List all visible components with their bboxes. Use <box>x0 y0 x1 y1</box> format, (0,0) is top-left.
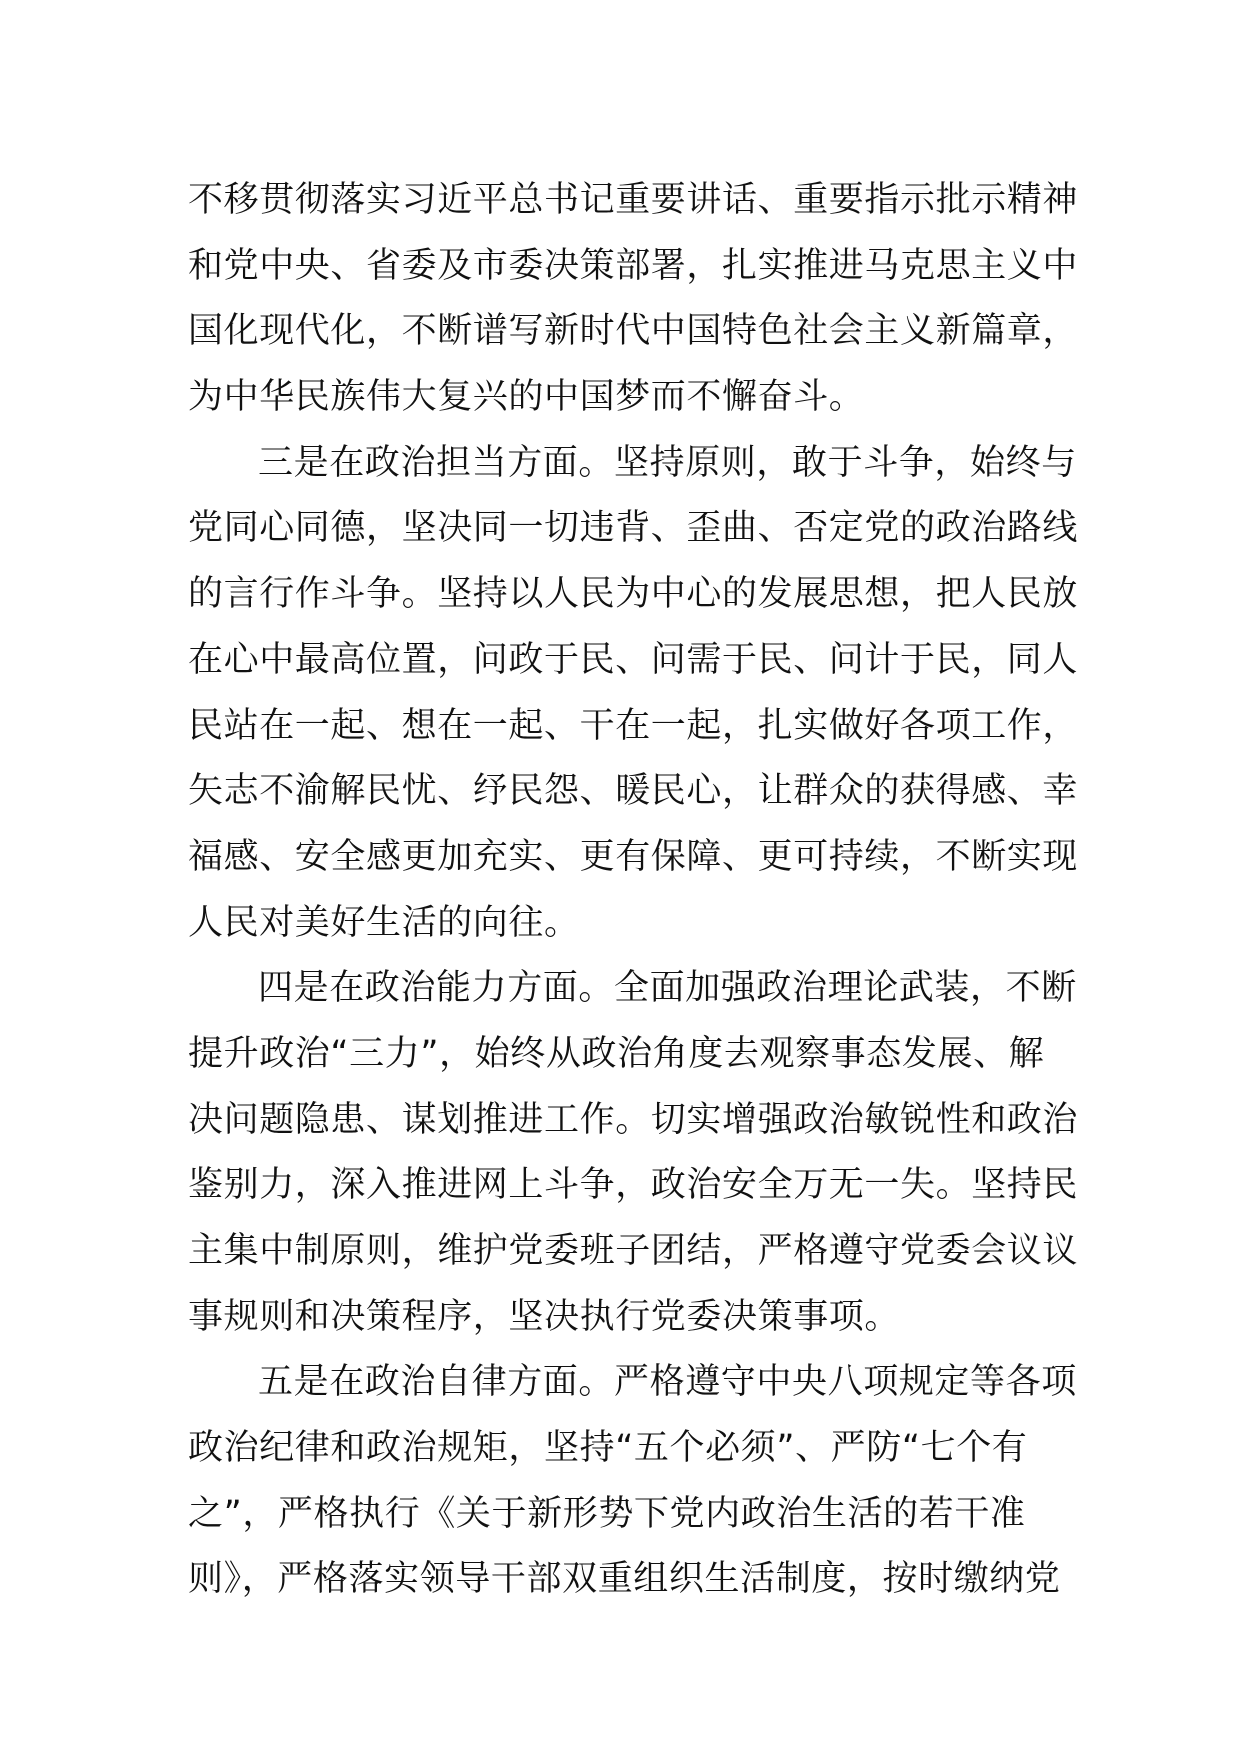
text-line: 鉴别力，深入推进网上斗争，政治安全万无一失。坚持民 <box>188 1165 1079 1206</box>
paragraph-first-line: 五是在政治自律方面。严格遵守中央八项规定等各项 <box>258 1362 1077 1403</box>
text-line: 提升政治“三力”，始终从政治角度去观察事态发展、解 <box>188 1033 1045 1074</box>
text-line: 决问题隐患、谋划推进工作。切实增强政治敏锐性和政治 <box>188 1099 1079 1140</box>
text-line: 主集中制原则，维护党委班子团结，严格遵守党委会议议 <box>188 1231 1079 1271</box>
text-line: 党同心同德，坚决同一切违背、歪曲、否定党的政治路线 <box>188 508 1079 549</box>
paragraph-first-line: 四是在政治能力方面。全面加强政治理论武装，不断 <box>258 968 1077 1009</box>
body-text <box>188 168 1079 1613</box>
text-line: 的言行作斗争。坚持以人民为中心的发展思想，把人民放 <box>188 574 1079 615</box>
text-line: 在心中最高位置，问政于民、问需于民、问计于民，同人 <box>188 639 1079 680</box>
text-line: 和党中央、省委及市委决策部署，扎实推进马克思主义中 <box>188 245 1079 286</box>
text-line: 之”，严格执行《关于新形势下党内政治生活的若干准 <box>188 1493 1026 1534</box>
text-line: 则》，严格落实领导干部双重组织生活制度，按时缴纳党 <box>188 1559 1061 1600</box>
paragraph-first-line: 三是在政治担当方面。坚持原则，敢于斗争，始终与 <box>258 442 1077 483</box>
text-line: 事规则和决策程序，坚决执行党委决策事项。 <box>188 1296 901 1337</box>
text-line: 政治纪律和政治规矩，坚持“五个必须”、严防“七个有 <box>188 1428 1028 1469</box>
text-line: 不移贯彻落实习近平总书记重要讲话、重要指示批示精神 <box>188 180 1079 220</box>
text-line: 国化现代化，不断谱写新时代中国特色社会主义新篇章， <box>188 311 1079 352</box>
text-line: 民站在一起、想在一起、干在一起，扎实做好各项工作， <box>188 705 1079 746</box>
text-line: 矢志不渝解民忧、纾民怨、暖民心，让群众的获得感、幸 <box>188 771 1079 812</box>
text-line: 为中华民族伟大复兴的中国梦而不懈奋斗。 <box>188 377 865 418</box>
text-line: 福感、安全感更加充实、更有保障、更可持续，不断实现 <box>188 836 1079 877</box>
text-line: 人民对美好生活的向往。 <box>188 902 580 943</box>
